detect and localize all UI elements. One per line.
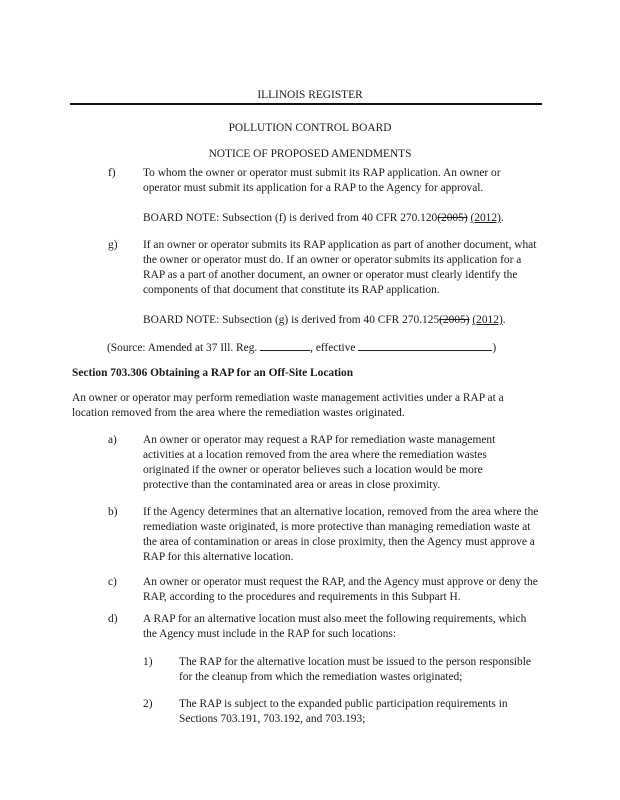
sub-d1-label: 1) (143, 656, 153, 668)
sub-c-label: c) (108, 576, 117, 588)
agency-name: POLLUTION CONTROL BOARD (228, 122, 392, 134)
item-g-text: If an owner or operator submits its RAP application as part of another document, what the owner or operator must do. If an owner or operator submits its application for a RAP as a part of another document, an owner or operator must clearly identify the components of that document that constitute its RAP application. (143, 239, 537, 296)
source-line (107, 340, 527, 356)
item-f-text: To whom the owner or operator must submit its RAP application. An owner or operator must submit its application for a RAP to the Agency for approval. (143, 167, 501, 194)
item-g-label: g) (108, 239, 118, 251)
item-f-note-end: . (500, 212, 504, 224)
register-blank (260, 340, 310, 351)
sub-c-text: An owner or operator must request the RAP, and the Agency must approve or deny the RAP, according to the procedures and requirements in this Subpart H. (143, 576, 538, 603)
section-intro: An owner or operator may perform remediation waste management activities under a RAP at a location removed from the area where the remediation wastes originated. (72, 392, 504, 419)
item-f-note (143, 211, 543, 226)
item-f-label: f) (108, 167, 116, 179)
sub-d-text: A RAP for an alternative location must also meet the following requirements, which the Agency must include in the RAP for such locations: (143, 613, 527, 640)
sub-d1-text: The RAP for the alternative location must be issued to the person responsible for the cleanup from which the remediation wastes originated; (179, 656, 531, 683)
source-open: (Source: Amended at 37 Ill. Reg. (107, 342, 258, 354)
item-f-note-deleted: (2005) (437, 212, 468, 224)
register-title: ILLINOIS REGISTER (257, 89, 363, 101)
sub-d2-label: 2) (143, 698, 153, 710)
sub-d-label: d) (108, 613, 118, 625)
item-f-note-prefix: BOARD NOTE: Subsection (f) is derived from 40 CFR 270.120 (143, 212, 438, 224)
sub-b-label: b) (108, 506, 118, 518)
notice-title: NOTICE OF PROPOSED AMENDMENTS (208, 148, 412, 160)
item-g-note (143, 313, 543, 328)
sub-b-text: If the Agency determines that an alternative location, removed from the area where the remediation waste originated, is more protective than managing remediation waste at the area of contamination or areas in close proximity, then the Agency must approve a RAP for this alternative location. (143, 506, 539, 563)
sub-a-label: a) (108, 434, 117, 446)
header-rule (70, 103, 542, 105)
item-g-note-added: (2012) (472, 314, 503, 326)
sub-d2-text: The RAP is subject to the expanded public participation requirements in Sections 703.191, 703.192, and 703.193; (179, 698, 508, 725)
item-g-note-end: . (502, 314, 506, 326)
item-g-note-deleted: (2005) (439, 314, 470, 326)
section-title: Section 703.306 Obtaining a RAP for an Off-Site Location (72, 367, 354, 379)
item-f-note-added: (2012) (470, 212, 501, 224)
source-mid: , effective (310, 342, 356, 354)
effective-blank (358, 340, 492, 351)
item-g-note-prefix: BOARD NOTE: Subsection (g) is derived from 40 CFR 270.125 (143, 314, 440, 326)
sub-a-text: An owner or operator may request a RAP for remediation waste management activities at a location removed from the area where the remediation wastes originated if the owner or operator believes such a location would be more protective than the contaminated area or areas in close proximity. (143, 434, 496, 491)
source-close: ) (492, 342, 497, 354)
